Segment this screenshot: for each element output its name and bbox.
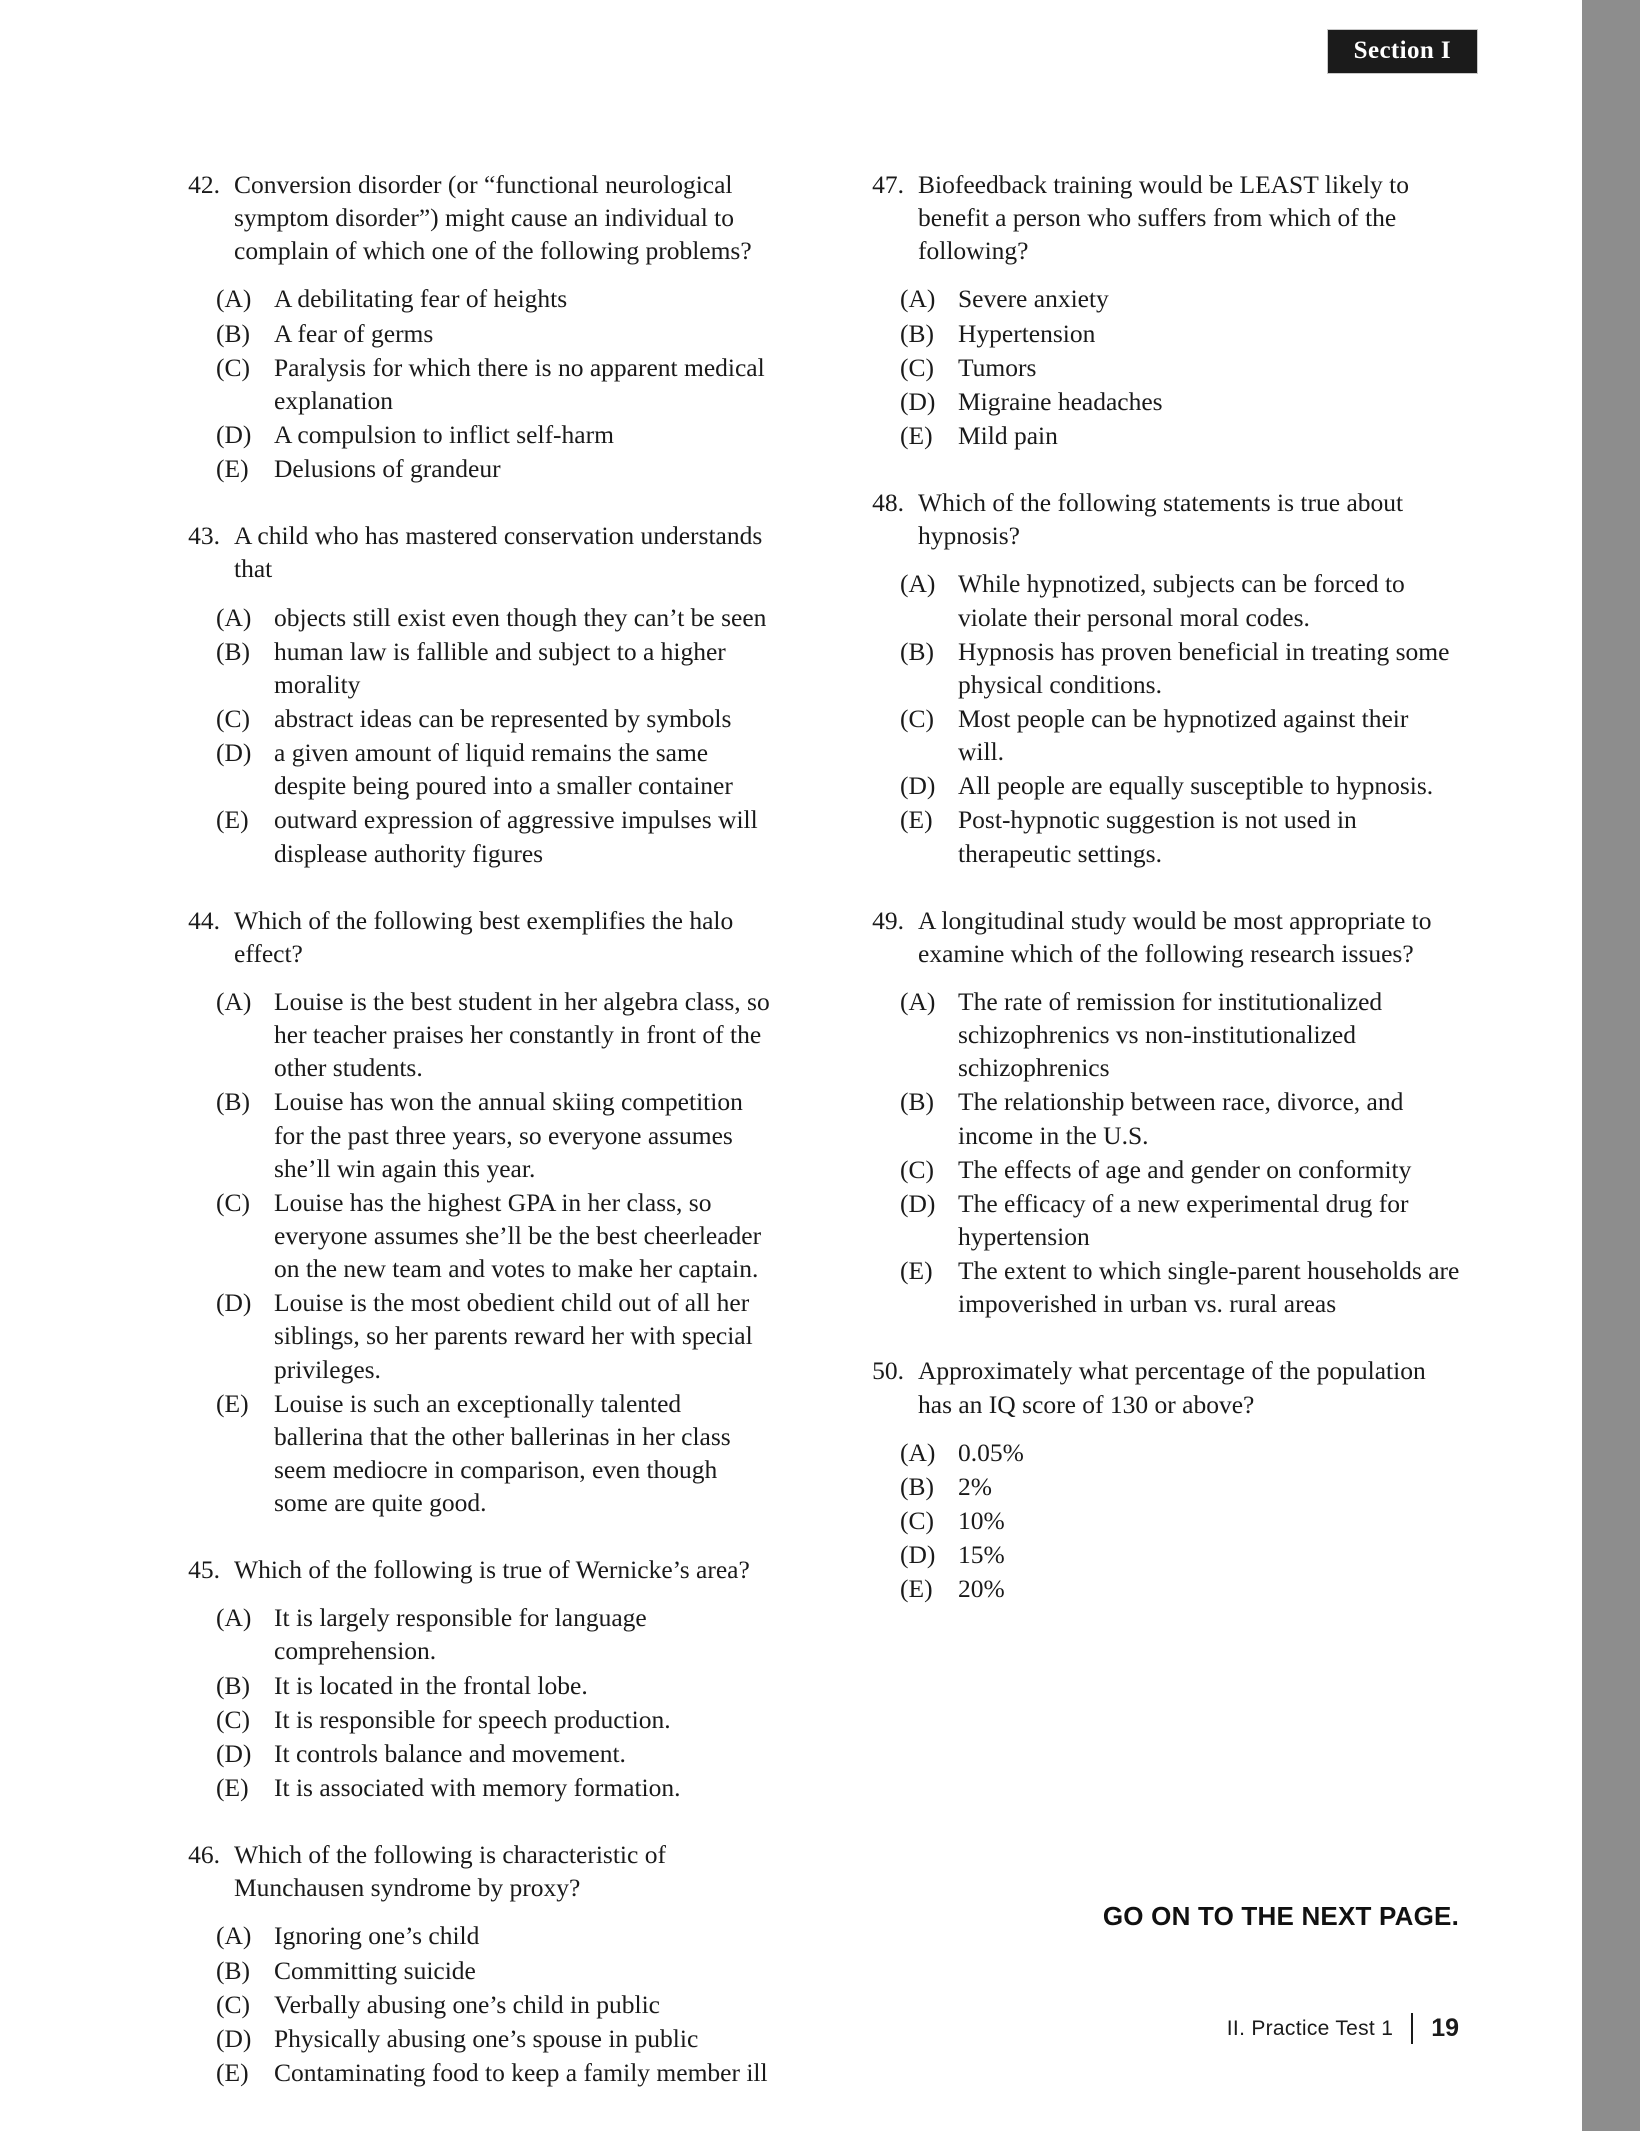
answer-option-text: Mild pain — [958, 420, 1058, 450]
answer-option[interactable] — [900, 985, 1460, 1084]
question-block — [854, 168, 1460, 452]
answer-option-text: objects still exist even though they can’t be seen — [274, 602, 767, 632]
question-number: 45. — [188, 1555, 220, 1585]
answer-options — [170, 1601, 776, 1804]
answer-option-letter: (E) — [216, 1773, 249, 1803]
answer-option-letter: (D) — [216, 1738, 252, 1768]
answer-option-letter: (A) — [216, 1603, 252, 1633]
answer-option-text: Paralysis for which there is no apparent medical explanation — [274, 352, 765, 415]
question-number: 50. — [872, 1356, 904, 1386]
answer-option-text: a given amount of liquid remains the same despite being poured into a smaller container — [274, 738, 733, 801]
answer-options — [170, 985, 776, 1519]
question-text: Biofeedback training would be LEAST likely to benefit a person who suffers from which of the following? — [918, 170, 1410, 266]
answer-option-text: Migraine headaches — [958, 386, 1163, 416]
answer-option[interactable] — [216, 985, 776, 1084]
answer-option-text: The effects of age and gender on conformity — [958, 1154, 1412, 1184]
answer-option[interactable] — [900, 1436, 1460, 1469]
answer-option-text: Post-hypnotic suggestion is not used in therapeutic settings. — [958, 805, 1357, 868]
answer-option-text: Contaminating food to keep a family member ill — [274, 2058, 768, 2088]
go-on-to-next-page-notice: GO ON TO THE NEXT PAGE. — [1102, 1901, 1459, 1931]
answer-option-text: 0.05% — [958, 1437, 1024, 1467]
question-number: 46. — [188, 1840, 220, 1870]
question-block — [170, 904, 776, 1520]
answer-option-text: 10% — [958, 1505, 1005, 1535]
answer-option[interactable] — [900, 1470, 1460, 1503]
answer-option-text: 2% — [958, 1471, 992, 1501]
answer-option-text: Most people can be hypnotized against their will. — [958, 703, 1409, 767]
answer-option-text: It is located in the frontal lobe. — [274, 1670, 588, 1700]
answer-option-text: Louise is such an exceptionally talented ballerina that the other ballerinas in her class seem mediocre in comparison, even though some are quite good. — [274, 1388, 731, 1518]
answer-option-letter: (E) — [216, 1388, 249, 1418]
answer-option[interactable] — [900, 1572, 1460, 1605]
answer-option-text: Louise has the highest GPA in her class, so everyone assumes she’ll be the best cheerleader on the new team and votes to make her captain. — [274, 1187, 762, 1284]
answer-option-text: Delusions of grandeur — [274, 454, 501, 484]
answer-option[interactable] — [216, 736, 776, 802]
answer-option-letter: (E) — [900, 1256, 933, 1286]
answer-option-letter: (A) — [900, 569, 936, 599]
answer-option[interactable] — [216, 1919, 776, 1952]
left-question-column — [170, 168, 776, 2123]
answer-option-letter: (C) — [900, 703, 934, 733]
answer-option[interactable] — [216, 1085, 776, 1184]
answer-options — [854, 1436, 1460, 1606]
answer-option-letter: (B) — [900, 1087, 934, 1117]
answer-option[interactable] — [216, 1186, 776, 1285]
question-number: 42. — [188, 170, 220, 199]
answer-option-letter: (D) — [216, 419, 252, 449]
footer-book-label: II. Practice Test 1 — [1226, 2016, 1394, 2040]
answer-option[interactable] — [900, 1254, 1460, 1320]
answer-option-letter: (D) — [216, 1288, 252, 1318]
answer-option-letter: (A) — [216, 986, 252, 1016]
question-block — [170, 168, 776, 485]
question-block — [854, 486, 1460, 870]
answer-option-letter: (C) — [216, 352, 250, 382]
answer-option-letter: (E) — [216, 454, 249, 484]
answer-option-letter: (B) — [216, 318, 250, 348]
answer-options — [854, 567, 1460, 869]
question-text: A child who has mastered conservation understands that — [234, 521, 763, 584]
answer-option[interactable] — [216, 1669, 776, 1702]
answer-option[interactable] — [216, 2056, 776, 2089]
answer-option-letter: (C) — [216, 703, 250, 733]
answer-option-letter: (C) — [900, 352, 934, 382]
answer-option-letter: (B) — [216, 1087, 250, 1117]
answer-option-text: human law is fallible and subject to a higher morality — [274, 636, 726, 699]
question-stem — [854, 1354, 1460, 1420]
answer-option-text: The efficacy of a new experimental drug for hypertension — [958, 1188, 1409, 1251]
answer-option-text: Louise is the best student in her algebra class, so her teacher praises her constantly in front of the other students. — [274, 986, 770, 1083]
question-number: 43. — [188, 521, 220, 551]
answer-option-text: It controls balance and movement. — [274, 1738, 626, 1768]
question-text: Approximately what percentage of the population has an IQ score of 130 or above? — [918, 1356, 1426, 1419]
question-number: 49. — [872, 905, 904, 935]
answer-option-letter: (D) — [216, 2023, 252, 2053]
answer-option-text: Hypnosis has proven beneficial in treating some physical conditions. — [958, 636, 1450, 699]
question-text: Which of the following statements is true about hypnosis? — [918, 488, 1404, 551]
answer-option-letter: (D) — [900, 386, 936, 416]
question-text: Conversion disorder (or “functional neurological symptom disorder”) might cause an individual to complain of which one of the following problems? — [234, 170, 752, 266]
answer-option-letter: (B) — [216, 636, 250, 666]
answer-option-text: It is associated with memory formation. — [274, 1773, 681, 1803]
answer-option-text: Louise is the most obedient child out of all her siblings, so her parents reward her with special privileges. — [274, 1288, 753, 1384]
answer-options — [170, 282, 776, 485]
question-text: Which of the following is characteristic of Munchausen syndrome by proxy? — [234, 1840, 666, 1903]
answer-option[interactable] — [900, 351, 1460, 384]
answer-option[interactable] — [216, 702, 776, 735]
answer-option-letter: (D) — [216, 738, 252, 768]
question-text: A longitudinal study would be most appropriate to examine which of the following research issues? — [918, 905, 1432, 968]
section-header-tab: Section I — [1328, 30, 1477, 73]
answer-option[interactable] — [900, 769, 1460, 802]
question-number: 48. — [872, 488, 904, 518]
answer-option-letter: (A) — [216, 602, 252, 632]
answer-option[interactable] — [900, 317, 1460, 350]
answer-option-text: A fear of germs — [274, 318, 434, 348]
question-block — [854, 904, 1460, 1321]
answer-option-text: outward expression of aggressive impulses will displease authority figures — [274, 805, 758, 868]
answer-option[interactable] — [900, 635, 1460, 701]
answer-option-letter: (D) — [900, 1188, 936, 1218]
answer-option-letter: (B) — [216, 1670, 250, 1700]
question-stem — [170, 1553, 776, 1586]
answer-option[interactable] — [900, 1538, 1460, 1571]
answer-option[interactable] — [216, 1601, 776, 1667]
answer-option-text: It is largely responsible for language comprehension. — [274, 1603, 647, 1666]
answer-option-letter: (A) — [900, 284, 936, 314]
answer-options — [854, 985, 1460, 1320]
answer-option[interactable] — [216, 418, 776, 451]
answer-option-text: abstract ideas can be represented by symbols — [274, 703, 732, 733]
answer-option-text: A debilitating fear of heights — [274, 284, 568, 314]
answer-option[interactable] — [216, 2022, 776, 2055]
answer-option-text: Verbally abusing one’s child in public — [274, 1989, 660, 2019]
answer-option-text: Physically abusing one’s spouse in public — [274, 2023, 699, 2053]
answer-option-letter: (A) — [900, 1437, 936, 1467]
answer-option-letter: (C) — [216, 1989, 250, 2019]
answer-options — [170, 1919, 776, 2089]
answer-option[interactable] — [216, 1286, 776, 1385]
answer-option[interactable] — [900, 567, 1460, 633]
answer-option[interactable] — [216, 1988, 776, 2021]
question-stem — [170, 168, 776, 267]
answer-option-letter: (B) — [216, 1955, 250, 1985]
answer-option-text: The extent to which single-parent households are impoverished in urban vs. rural areas — [958, 1256, 1460, 1319]
answer-option-text: Hypertension — [958, 318, 1096, 348]
answer-option[interactable] — [900, 419, 1460, 452]
answer-option[interactable] — [216, 317, 776, 350]
answer-option-letter: (E) — [900, 1574, 933, 1604]
answer-option-letter: (C) — [900, 1505, 934, 1535]
question-stem — [854, 904, 1460, 970]
question-block — [170, 519, 776, 869]
answer-option-letter: (B) — [900, 1471, 934, 1501]
answer-option-letter: (C) — [216, 1187, 250, 1217]
answer-option-text: Committing suicide — [274, 1955, 476, 1985]
answer-option[interactable] — [216, 1703, 776, 1736]
question-stem — [854, 486, 1460, 552]
answer-option-text: It is responsible for speech production. — [274, 1704, 671, 1734]
answer-option-letter: (A) — [216, 1921, 252, 1951]
footer-page-number: 19 — [1431, 2014, 1459, 2042]
answer-option-letter: (E) — [900, 420, 933, 450]
question-stem — [854, 168, 1460, 267]
answer-option[interactable] — [216, 282, 776, 315]
answer-option-letter: (E) — [216, 2058, 249, 2088]
answer-option-text: While hypnotized, subjects can be forced to violate their personal moral codes. — [958, 569, 1405, 632]
answer-option-letter: (D) — [900, 771, 936, 801]
page-footer — [1227, 2013, 1459, 2044]
answer-option-letter: (C) — [900, 1154, 934, 1184]
answer-option[interactable] — [900, 803, 1460, 869]
question-text: Which of the following best exemplifies the halo effect? — [234, 905, 734, 968]
answer-option-letter: (C) — [216, 1704, 250, 1734]
answer-options — [170, 601, 776, 870]
answer-option-letter: (D) — [900, 1540, 936, 1570]
answer-option[interactable] — [216, 601, 776, 634]
question-stem — [170, 1838, 776, 1904]
answer-option-text: Louise has won the annual skiing competition for the past three years, so everyone assumes she’ll win again this year. — [274, 1087, 743, 1183]
answer-option-text: The rate of remission for institutionalized schizophrenics vs non-institutionalized schizophrenics — [958, 986, 1383, 1083]
answer-option-letter: (B) — [900, 318, 934, 348]
question-columns — [170, 168, 1460, 2123]
answer-option[interactable] — [216, 1387, 776, 1520]
answer-option[interactable] — [216, 1771, 776, 1804]
question-number: 44. — [188, 905, 220, 935]
question-block — [854, 1354, 1460, 1605]
answer-option[interactable] — [216, 1737, 776, 1770]
answer-option[interactable] — [900, 1187, 1460, 1253]
answer-option-letter: (E) — [900, 805, 933, 835]
answer-option-letter: (A) — [216, 284, 252, 314]
question-stem — [170, 519, 776, 585]
answer-option[interactable] — [900, 702, 1460, 768]
answer-option[interactable] — [900, 1504, 1460, 1537]
question-block — [170, 1838, 776, 2089]
question-block — [170, 1553, 776, 1804]
answer-option[interactable] — [216, 351, 776, 417]
answer-option-letter: (E) — [216, 805, 249, 835]
answer-option[interactable] — [900, 1085, 1460, 1151]
answer-option-text: Severe anxiety — [958, 284, 1109, 314]
page-edge-bar — [1582, 0, 1640, 2131]
question-stem — [170, 904, 776, 970]
answer-option-text: All people are equally susceptible to hypnosis. — [958, 771, 1434, 801]
question-text: Which of the following is true of Wernicke’s area? — [234, 1555, 750, 1585]
answer-option-text: 15% — [958, 1540, 1005, 1570]
footer-divider — [1411, 2013, 1413, 2044]
answer-option[interactable] — [900, 282, 1460, 315]
answer-option-text: A compulsion to inflict self-harm — [274, 419, 614, 449]
answer-option-text: Tumors — [958, 352, 1037, 382]
answer-option[interactable] — [216, 635, 776, 701]
right-question-column — [854, 168, 1460, 2123]
answer-option[interactable] — [900, 1153, 1460, 1186]
answer-option-text: 20% — [958, 1574, 1005, 1604]
answer-option-text: Ignoring one’s child — [274, 1921, 480, 1951]
answer-options — [854, 282, 1460, 452]
answer-option-letter: (B) — [900, 636, 934, 666]
answer-option[interactable] — [216, 803, 776, 869]
answer-option[interactable] — [216, 452, 776, 485]
answer-option[interactable] — [216, 1954, 776, 1987]
answer-option-letter: (A) — [900, 986, 936, 1016]
answer-option-text: The relationship between race, divorce, and income in the U.S. — [958, 1087, 1404, 1150]
answer-option[interactable] — [900, 385, 1460, 418]
question-number: 47. — [872, 170, 904, 199]
